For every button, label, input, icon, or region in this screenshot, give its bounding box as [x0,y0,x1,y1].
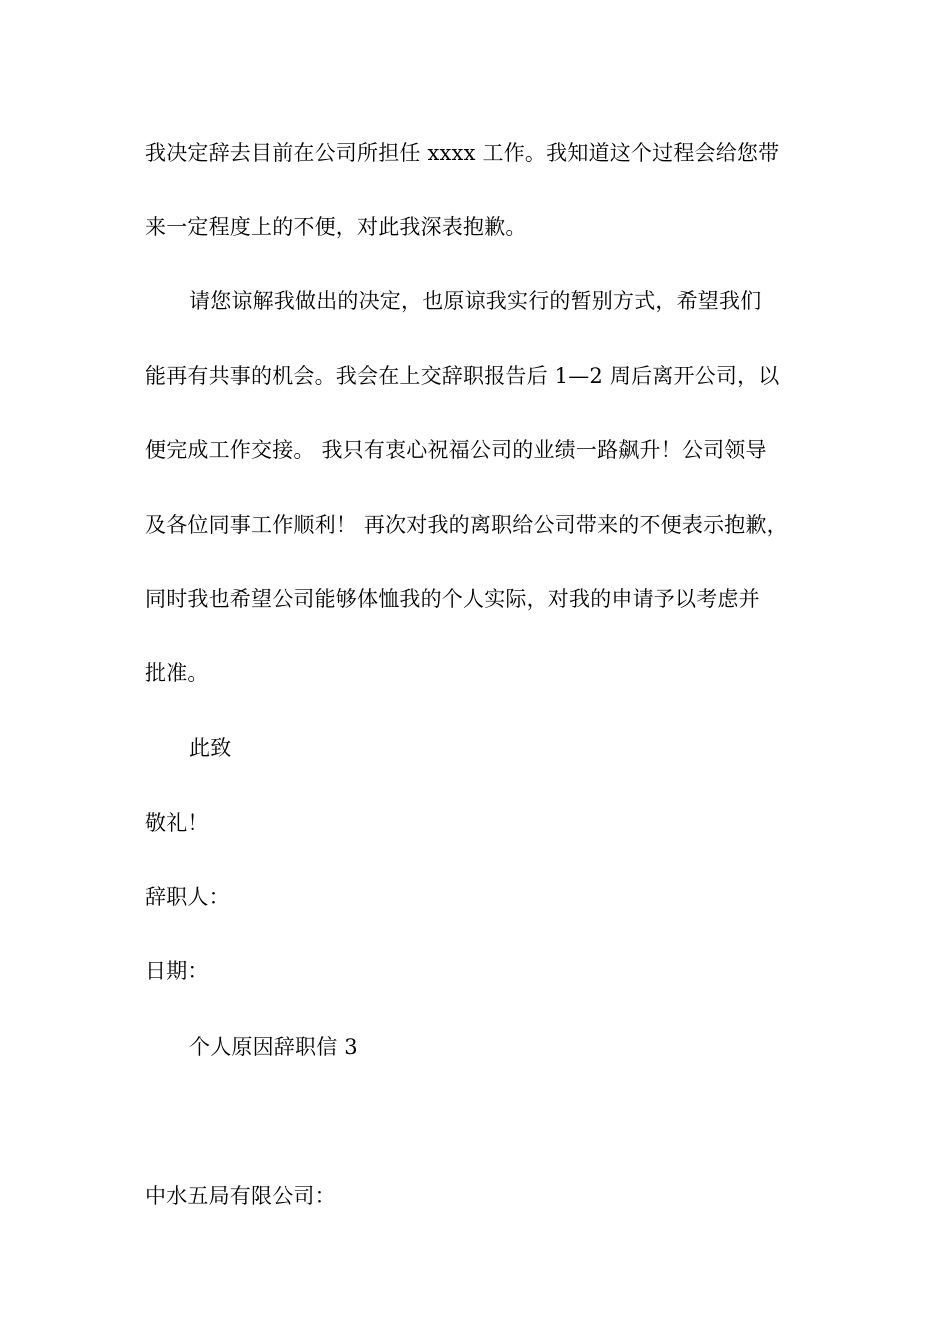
body-line-8: 批准。 [145,661,209,685]
signer-label: 辞职人： [145,885,230,909]
body-line-5: 便完成工作交接。 我只有衷心祝福公司的业绩一路飙升！公司领导 [145,438,767,462]
body-line-4: 能再有共事的机会。我会在上交辞职报告后 1—2 周后离开公司，以 [145,364,780,388]
body-line-1: 我决定辞去目前在公司所担任 xxxx 工作。我知道这个过程会给您带 [145,141,780,165]
body-line-7: 同时我也希望公司能够体恤我的个人实际，对我的申请予以考虑并 [145,587,760,611]
closing-salutation: 此致 [189,736,232,760]
body-line-6: 及各位同事工作顺利！ 再次对我的离职给公司带来的不便表示抱歉， [145,513,788,537]
closing-regards: 敬礼！ [145,811,209,835]
section-title: 个人原因辞职信 3 [189,1035,358,1059]
body-line-2: 来一定程度上的不便，对此我深表抱歉。 [145,215,527,239]
date-label: 日期： [145,959,209,983]
recipient-line: 中水五局有限公司： [145,1184,336,1208]
body-line-3: 请您谅解我做出的决定，也原谅我实行的暂别方式，希望我们 [189,289,762,313]
